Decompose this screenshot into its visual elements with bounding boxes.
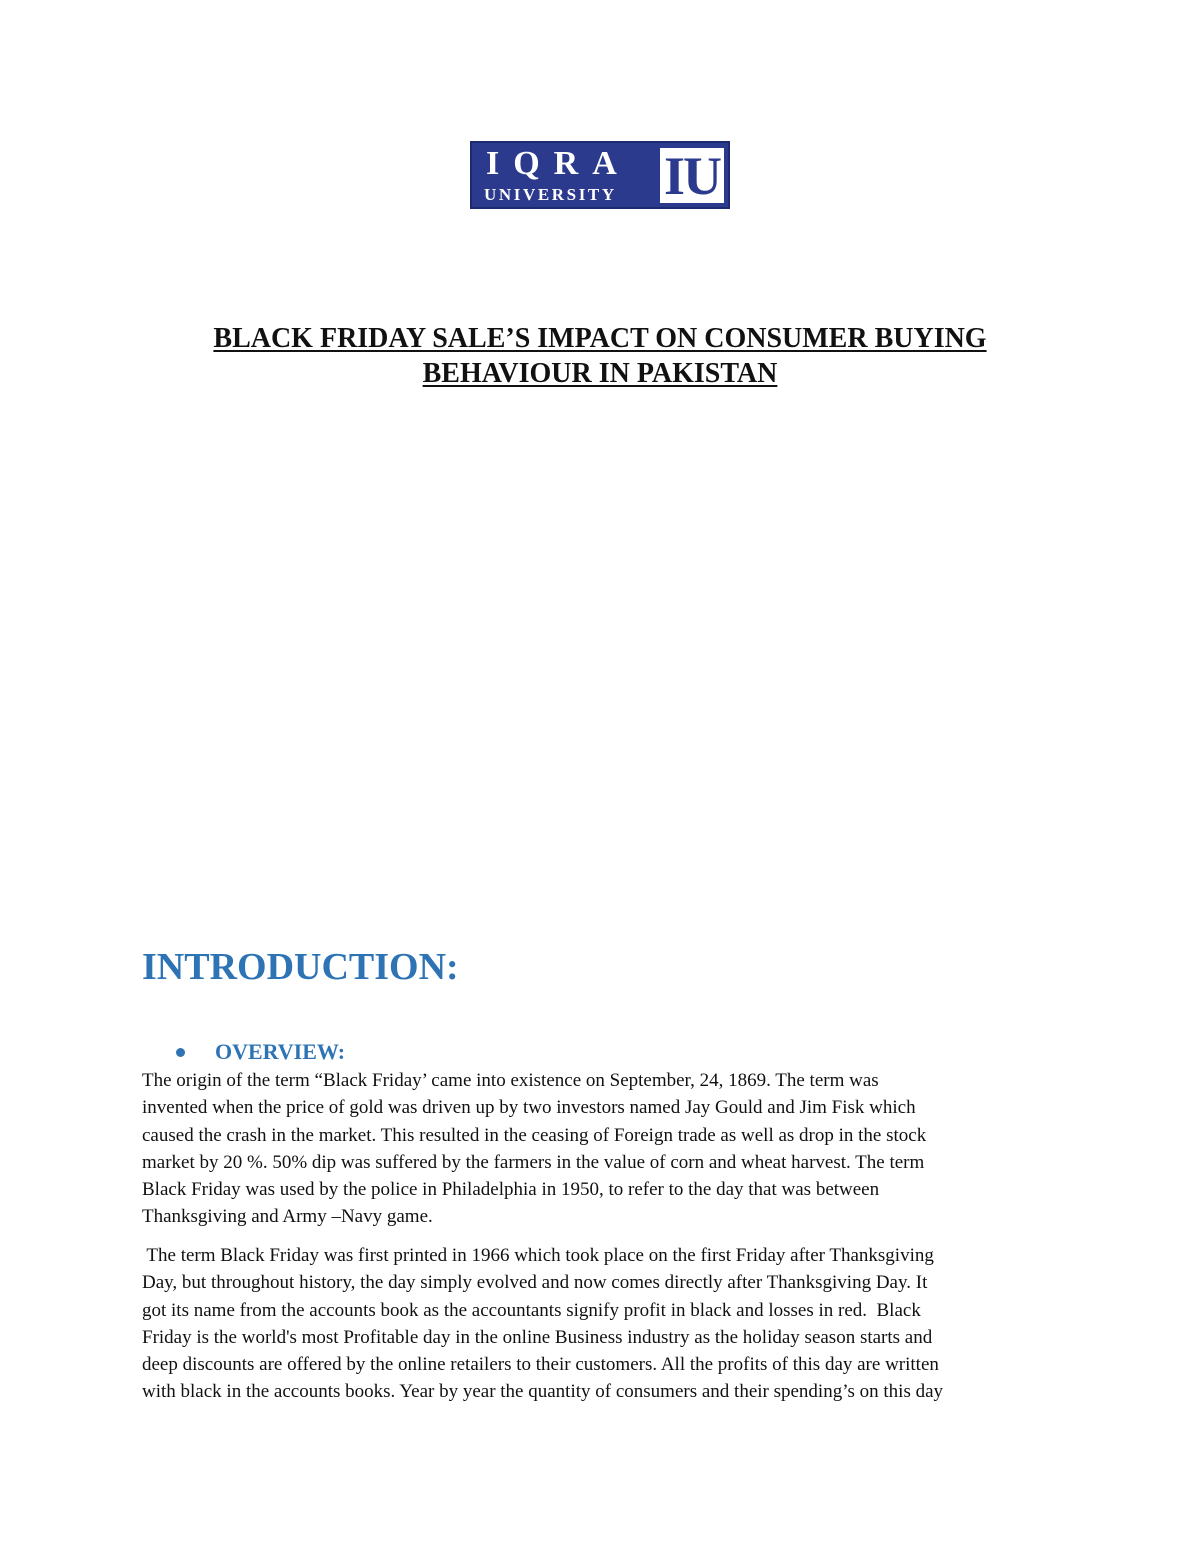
logo-monogram: IU (663, 146, 720, 206)
paragraph-line: The origin of the term “Black Friday’ came into existence on September, 24, 1869. The term was (142, 1070, 879, 1091)
document-title (100, 321, 1100, 391)
bullet-icon (176, 1048, 185, 1057)
paragraph-line: deep discounts are offered by the online retailers to their customers. All the profits of this day are written (142, 1354, 939, 1376)
paragraph-line: market by 20 %. 50% dip was suffered by the farmers in the value of corn and wheat harvest. The term (142, 1151, 925, 1173)
paragraph-line: The term Black Friday was first printed in 1966 which took place on the first Friday after Thanksgiving (142, 1245, 934, 1266)
iqra-university-logo (470, 141, 730, 209)
overview-paragraph-2 (142, 1242, 1062, 1406)
introduction-heading: INTRODUCTION: (142, 946, 459, 988)
document-title-line: BLACK FRIDAY SALE’S IMPACT ON CONSUMER BUYING (213, 323, 987, 354)
paragraph-line: Black Friday was used by the police in Philadelphia in 1950, to refer to the day that was between (142, 1179, 880, 1201)
overview-label: OVERVIEW: (215, 1039, 346, 1064)
paragraph-line: Thanksgiving and Army –Navy game. (142, 1206, 433, 1228)
paragraph-line: caused the crash in the market. This resulted in the ceasing of Foreign trade as well as drop in the stock (142, 1124, 927, 1146)
overview-list-item (170, 1037, 345, 1067)
paragraph-line: invented when the price of gold was driven up by two investors named Jay Gould and Jim Fisk which (142, 1097, 916, 1119)
paragraph-line: Day, but throughout history, the day simply evolved and now comes directly after Thanksgiving Day. It (142, 1272, 928, 1294)
document-title-line: BEHAVIOUR IN PAKISTAN (422, 358, 778, 389)
paragraph-line: got its name from the accounts book as the accountants signify profit in black and losses in red. Black (142, 1299, 921, 1321)
logo-monogram-box (660, 146, 724, 206)
paragraph-line: Friday is the world's most Profitable day in the online Business industry as the holiday season starts and (142, 1326, 933, 1348)
logo-iqra-text: IQRA (486, 145, 631, 182)
paragraph-line: with black in the accounts books. Year by year the quantity of consumers and their spending’s on this day (142, 1381, 944, 1403)
logo-university-text: UNIVERSITY (484, 185, 617, 204)
overview-paragraph-1 (142, 1067, 1062, 1231)
